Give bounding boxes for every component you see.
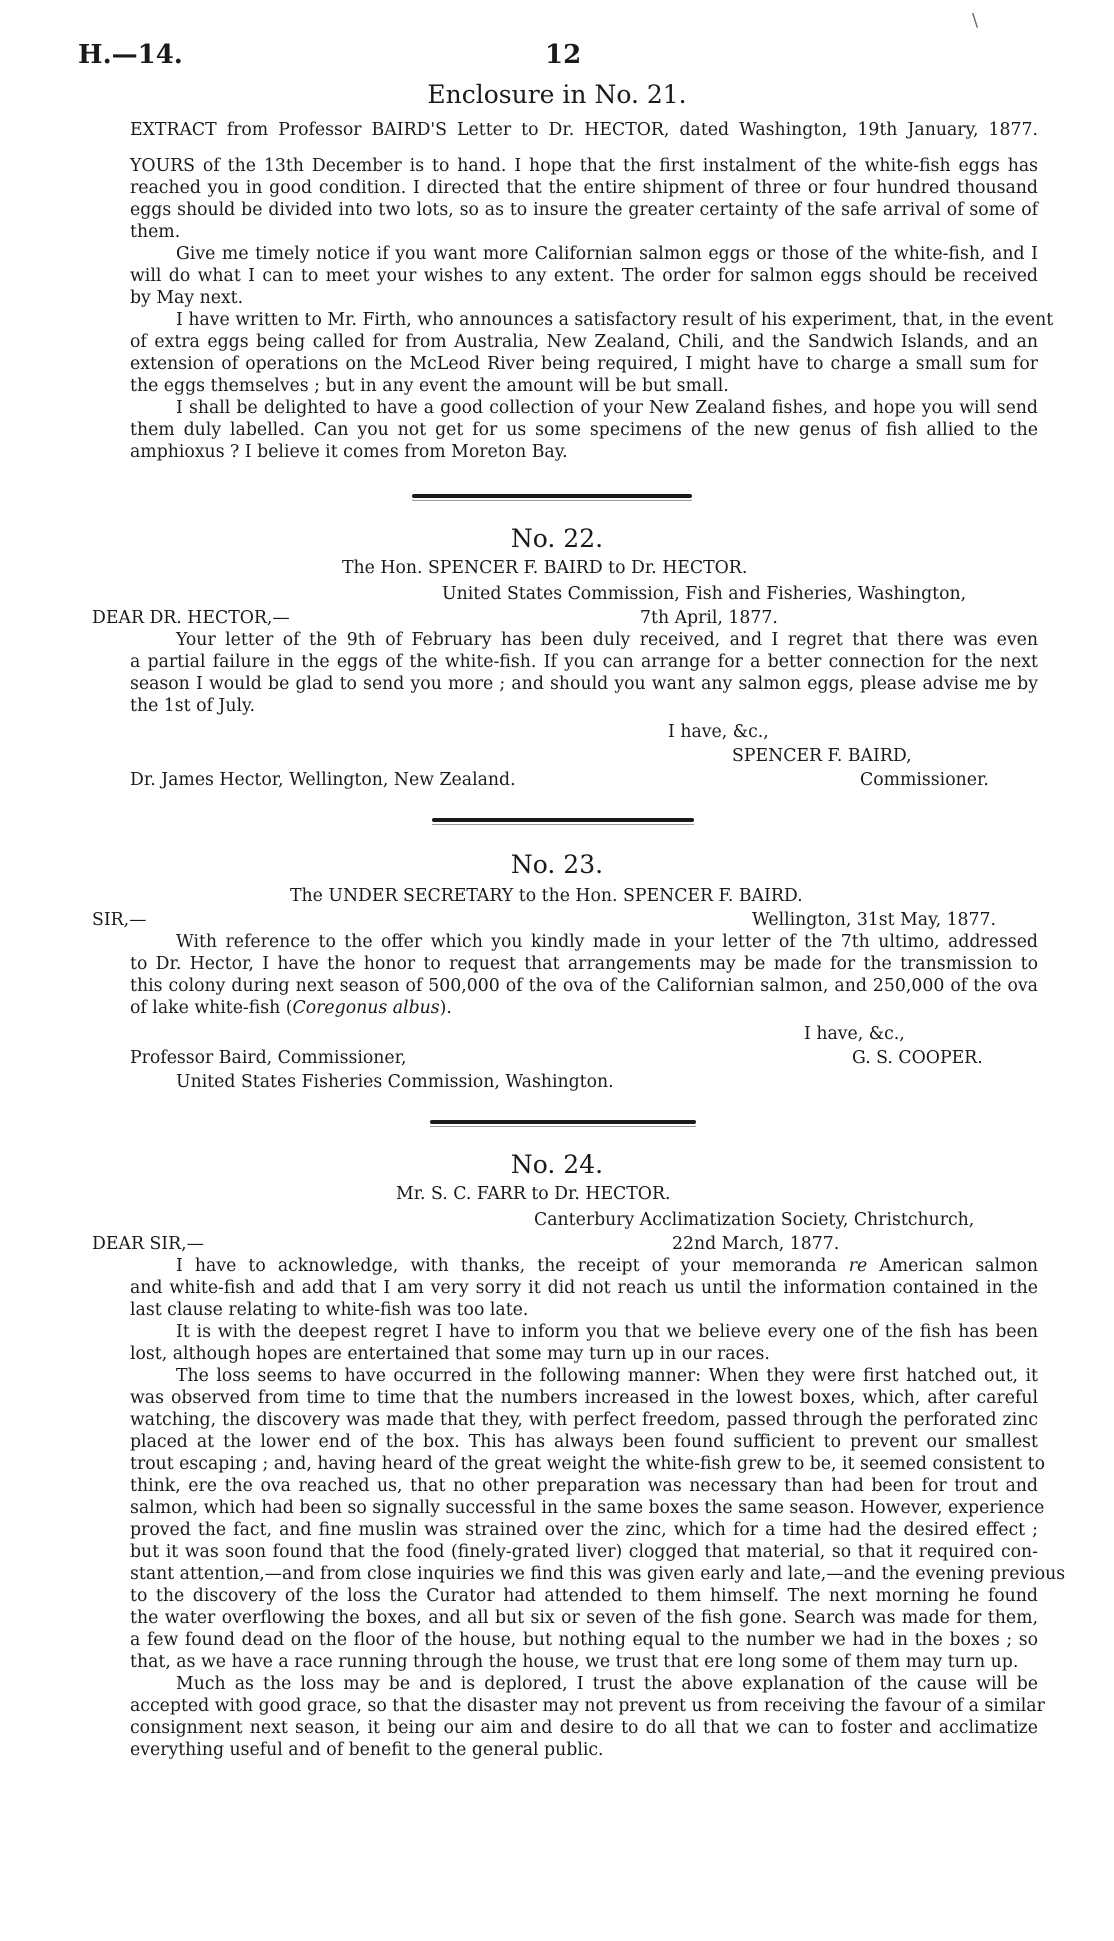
paragraph-line: extension of operations on the McLeod River being required, I might have to charge a small sum for	[130, 354, 1038, 374]
paragraph-line	[176, 1256, 1038, 1277]
paragraph-line: this colony during next season of 500,000 of the ova of the Californian salmon, and 250,000 of the ova	[130, 976, 1038, 996]
letter-recipient: United States Fisheries Commission, Washington.	[176, 1072, 614, 1092]
paragraph-line: last clause relating to white-fish was too late.	[130, 1300, 529, 1320]
letter-salutation: DEAR DR. HECTOR,—	[92, 608, 290, 628]
section-divider	[430, 1120, 696, 1124]
letter-date: 22nd March, 1877.	[672, 1234, 840, 1254]
paragraph-line: consignment next season, it being our aim and desire to do all that we can to foster and acclimatize	[130, 1718, 1038, 1738]
paragraph-line: that, as we have a race running through the house, we trust that ere long some of them may turn up.	[130, 1652, 1019, 1672]
letter-caption: The Hon. SPENCER F. BAIRD to Dr. HECTOR.	[342, 558, 748, 578]
letter-caption: The UNDER SECRETARY to the Hon. SPENCER F. BAIRD.	[290, 886, 803, 906]
paragraph-line: was observed from time to time that the numbers increased in the lowest boxes, which, after careful	[130, 1388, 1038, 1408]
letter-signature: SPENCER F. BAIRD,	[732, 746, 912, 766]
paragraph-line: the water overflowing the boxes, and all but six or seven of the fish gone. Search was made for them,	[130, 1608, 1038, 1628]
paragraph-line: will do what I can to meet your wishes to any extent. The order for salmon eggs should be received	[130, 266, 1038, 286]
paragraph-line: a few found dead on the floor of the house, but nothing equal to the number we had in the boxes ; so	[130, 1630, 1038, 1650]
letter-salutation: SIR,—	[92, 910, 147, 930]
signature-title: Commissioner.	[860, 770, 989, 790]
letter-address: Canterbury Acclimatization Society, Christchurch,	[534, 1210, 975, 1230]
paragraph-line: reached you in good condition. I directed that the entire shipment of three or four hundred thousand	[130, 178, 1038, 198]
paragraph-line: the 1st of July.	[130, 696, 255, 716]
page-number: 12	[545, 40, 582, 70]
section-title-no24: No. 24.	[510, 1150, 604, 1179]
stray-mark: \	[972, 10, 979, 31]
paragraph-line: lost, although hopes are entertained that some may turn up in our races.	[130, 1344, 770, 1364]
section-title-no23: No. 23.	[510, 850, 604, 879]
paragraph-line: salmon, which had been so signally successful in the same boxes the same season. However, experience	[130, 1498, 1045, 1518]
paragraph-line: The loss seems to have occurred in the following manner: When they were first hatched out, it	[176, 1366, 1038, 1386]
paragraph-line: to the discovery of the loss the Curator had attended to them himself. The next morning he found	[130, 1586, 1038, 1606]
letter-caption: Mr. S. C. FARR to Dr. HECTOR.	[396, 1184, 671, 1204]
paragraph-line: With reference to the offer which you kindly made in your letter of the 7th ultimo, addressed	[176, 932, 1038, 952]
paragraph-line: eggs should be divided into two lots, so as to insure the greater certainty of the safe arrival of some of	[130, 200, 1038, 220]
paragraph-line: placed at the lower end of the box. This has always been found sufficient to prevent our smallest	[130, 1432, 1038, 1452]
paragraph-line: YOURS of the 13th December is to hand. I hope that the first instalment of the white-fish eggs has	[130, 156, 1038, 176]
letter-date: 7th April, 1877.	[640, 608, 778, 628]
italic-species-name: Coregonus albus	[292, 998, 440, 1018]
paragraph-line: accepted with good grace, so that the disaster may not prevent us from receiving the favour of a similar	[130, 1696, 1045, 1716]
doc-reference: H.—14.	[78, 40, 183, 70]
paragraph-line: a partial failure in the eggs of the white-fish. If you can arrange for a better connection for the next	[130, 652, 1038, 672]
paragraph-line: by May next.	[130, 288, 244, 308]
paragraph-line: but it was soon found that the food (finely-grated liver) clogged that material, so that it required con-	[130, 1542, 1038, 1562]
text-segment: American salmon	[867, 1256, 1039, 1276]
paragraph-line: proved the fact, and fine muslin was strained over the zinc, which for a time had the desired effect ;	[130, 1520, 1038, 1540]
paragraph-line: them.	[130, 222, 181, 242]
paragraph-line: Your letter of the 9th of February has been duly received, and I regret that there was even	[176, 630, 1038, 650]
section-title-no22: No. 22.	[510, 524, 604, 553]
section-divider	[412, 494, 692, 498]
enclosure-caption: EXTRACT from Professor BAIRD'S Letter to Dr. HECTOR, dated Washington, 19th January, 1877.	[130, 120, 1038, 140]
paragraph-line: trout escaping ; and, having heard of the great weight the white-fish grew to be, it seemed consistent to	[130, 1454, 1046, 1474]
paragraph-line: I have written to Mr. Firth, who announces a satisfactory result of his experiment, that, in the event	[176, 310, 1054, 330]
paragraph-line: amphioxus ? I believe it comes from Moreton Bay.	[130, 442, 568, 462]
paragraph-line: and white-fish and add that I am very sorry it did not reach us until the information contained in the	[130, 1278, 1038, 1298]
paragraph-line: watching, the discovery was made that they, with perfect freedom, passed through the perforated zinc	[130, 1410, 1038, 1430]
letter-address: United States Commission, Fish and Fisheries, Washington,	[442, 584, 967, 604]
letter-recipient: Dr. James Hector, Wellington, New Zealand.	[130, 770, 516, 790]
letter-signature: G. S. COOPER.	[852, 1048, 983, 1068]
letter-recipient: Professor Baird, Commissioner,	[130, 1048, 407, 1068]
paragraph-line: season I would be glad to send you more ; and should you want any salmon eggs, please advise me by	[130, 674, 1038, 694]
paragraph-line: think, ere the ova reached us, that no other preparation was necessary than had been for trout and	[130, 1476, 1038, 1496]
paragraph-line: stant attention,—and from close inquiries we find this was given early and late,—and the evening previous	[130, 1564, 1066, 1584]
section-divider	[432, 818, 694, 822]
paragraph-line	[130, 998, 452, 1019]
text-segment: ).	[439, 998, 452, 1018]
letter-closing: I have, &c.,	[804, 1024, 905, 1044]
paragraph-line: to Dr. Hector, I have the honor to request that arrangements may be made for the transmission to	[130, 954, 1038, 974]
text-segment: I have to acknowledge, with thanks, the receipt of your memoranda	[176, 1256, 849, 1276]
paragraph-line: the eggs themselves ; but in any event the amount will be but small.	[130, 376, 729, 396]
paragraph-line: everything useful and of benefit to the general public.	[130, 1740, 604, 1760]
text-segment: of lake white-fish (	[130, 998, 293, 1018]
letter-salutation: DEAR SIR,—	[92, 1234, 204, 1254]
paragraph-line: of extra eggs being called for from Australia, New Zealand, Chili, and the Sandwich Islands, and an	[130, 332, 1038, 352]
letter-date: Wellington, 31st May, 1877.	[752, 910, 997, 930]
enclosure-title: Enclosure in No. 21.	[427, 80, 687, 109]
italic-word: re	[848, 1256, 868, 1276]
paragraph-line: Give me timely notice if you want more Californian salmon eggs or those of the white-fish, and I	[176, 244, 1038, 264]
paragraph-line: I shall be delighted to have a good collection of your New Zealand fishes, and hope you will send	[176, 398, 1038, 418]
letter-closing: I have, &c.,	[668, 722, 769, 742]
paragraph-line: It is with the deepest regret I have to inform you that we believe every one of the fish has been	[176, 1322, 1038, 1342]
paragraph-line: Much as the loss may be and is deplored, I trust the above explanation of the cause will be	[176, 1674, 1038, 1694]
paragraph-line: them duly labelled. Can you not get for us some specimens of the new genus of fish allied to the	[130, 420, 1038, 440]
